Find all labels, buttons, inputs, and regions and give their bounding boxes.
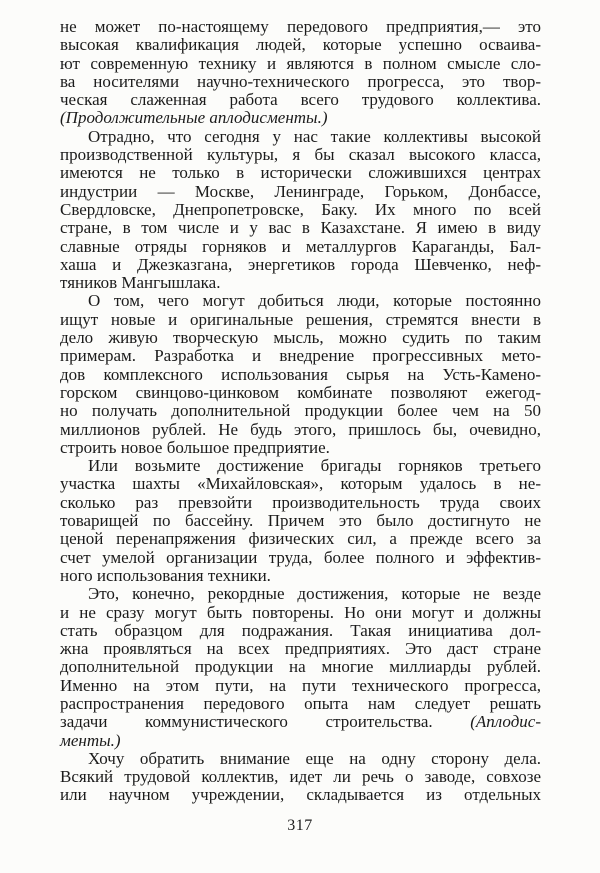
paragraph-1	[60, 18, 541, 128]
text-line: имеются не только в исторически сложившихся центрах	[60, 163, 541, 183]
paragraph-3	[60, 292, 541, 457]
text-line: ческая слаженная работа всего трудового коллектива.	[60, 90, 541, 110]
text-line: Всякий трудовой коллектив, идет ли речь о заводе, совхозе	[60, 767, 541, 787]
applause-remark: (Продолжительные аплодисменты.)	[60, 108, 328, 128]
text-line: ценой перенапряжения физических сил, а прежде всего за	[60, 529, 541, 549]
text-line: тяников Мангышлака.	[60, 273, 221, 293]
applause-remark: (Аплодис-	[470, 712, 542, 732]
text-line: дополнительной продукции на многие миллиарды рублей.	[60, 657, 541, 677]
paragraph-5	[60, 585, 541, 750]
text-line: стране, в том числе и у вас в Казахстане. Я имею в виду	[60, 218, 541, 238]
text-line: высокая квалификация людей, которые успешно осваива-	[60, 35, 541, 55]
text-line: сколько раз превзойти производительность труда своих	[60, 492, 541, 512]
text-line: О том, чего могут добиться люди, которые постоянно	[88, 291, 541, 311]
book-page-text	[60, 18, 541, 805]
applause-remark-continued: менты.)	[60, 730, 121, 750]
text-line: дов комплексного использования сырья на Усть-Камено-	[60, 364, 541, 384]
text-line: ного использования техники.	[60, 565, 271, 585]
text-line	[60, 732, 541, 750]
text-line: ва носителями научно-технического прогресса, это твор-	[60, 71, 541, 91]
paragraph-2	[60, 128, 541, 293]
text-line	[60, 713, 541, 731]
text-line: горском свинцово-цинковом комбинате позволяют ежегод-	[60, 382, 541, 402]
text-line: или научном учреждении, складывается из отдельных	[60, 785, 541, 805]
text-line: ищут новые и оригинальные решения, стремятся внести в	[60, 309, 541, 329]
text-line	[60, 109, 541, 127]
text-line: дело живую творческую мысль, можно судить по таким	[60, 328, 541, 348]
text-line: миллионов рублей. Не будь этого, пришлось бы, очевидно,	[60, 419, 541, 439]
text-line: строить новое большое предприятие.	[60, 437, 330, 457]
text-segment: задачи коммунистического строительства.	[60, 712, 433, 732]
text-line: жна проявляться на всех предприятиях. Это даст стране	[60, 639, 541, 659]
text-line: хаша и Джезказгана, энергетиков города Шевченко, неф-	[60, 254, 541, 274]
paragraph-6	[60, 750, 541, 805]
text-line: и не сразу могут быть повторены. Но они могут и должны	[60, 602, 541, 622]
text-line: Хочу обратить внимание еще на одну сторону дела.	[88, 748, 541, 768]
text-line: стать образцом для подражания. Такая инициатива дол-	[60, 620, 541, 640]
text-line: примерам. Разработка и внедрение прогрессивных мето-	[60, 346, 541, 366]
text-line: славные отряды горняков и металлургов Караганды, Бал-	[60, 236, 541, 256]
text-line: счет умелой организации труда, более полного и эффектив-	[60, 547, 541, 567]
text-line: Свердловске, Днепропетровске, Баку. Их много по всей	[60, 199, 541, 219]
text-line: Или возьмите достижение бригады горняков третьего	[88, 456, 541, 476]
text-line: товарищей по бассейну. Причем это было достигнуто не	[60, 511, 541, 531]
text-line: производственной культуры, я бы сказал высокого класса,	[60, 145, 541, 165]
text-line: но получать дополнительной продукции более чем на 50	[60, 401, 541, 421]
page-number: 317	[287, 817, 313, 834]
text-line: Именно на этом пути, на пути технического прогресса,	[60, 675, 541, 695]
text-line: не может по-настоящему передового предприятия,— это	[60, 17, 541, 36]
text-line: участка шахты «Михайловская», которым удалось в не-	[60, 474, 541, 494]
paragraph-4	[60, 457, 541, 585]
text-line: индустрии — Москве, Ленинграде, Горьком, Донбассе,	[60, 181, 541, 201]
text-line: ют современную технику и являются в полном смысле сло-	[60, 53, 541, 73]
text-line: Отрадно, что сегодня у нас такие коллективы высокой	[88, 126, 541, 146]
text-line: распространения передового опыта нам следует решать	[60, 693, 541, 713]
text-line: Это, конечно, рекордные достижения, которые не везде	[88, 584, 541, 604]
